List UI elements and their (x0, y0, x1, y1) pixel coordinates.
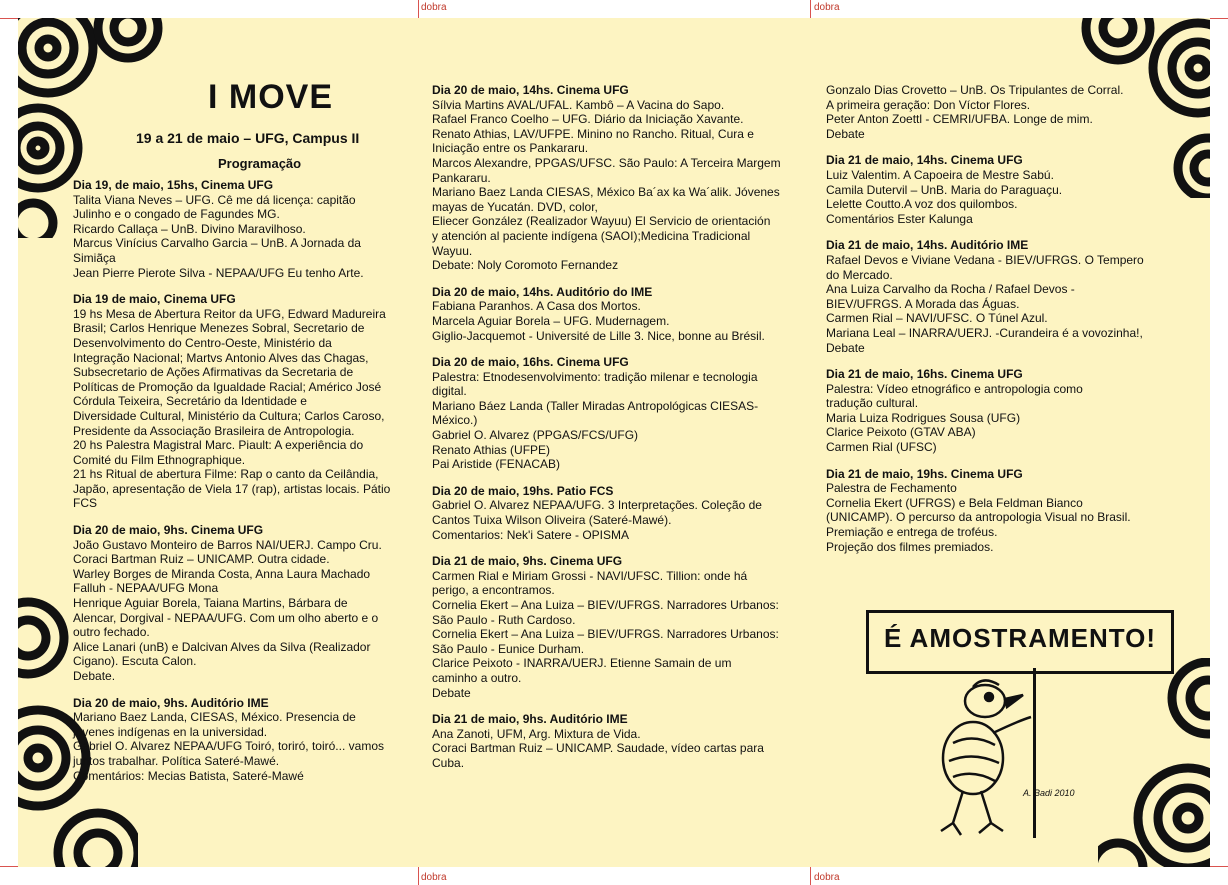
schedule-line: Clarice Peixoto - INARRA/UERJ. Etienne Samain de um (432, 656, 732, 671)
schedule-block (826, 83, 1166, 141)
schedule-line: Comentários Ester Kalunga (826, 211, 973, 226)
schedule-line: 19 hs Mesa de Abertura Reitor da UFG, Edward Madureira (73, 306, 386, 321)
fold-line-top-right (810, 0, 811, 18)
fold-line-bottom-left (418, 867, 419, 885)
schedule-line: Debate. (73, 669, 116, 683)
schedule-heading: Dia 20 de maio, 9hs. Auditório IME (73, 695, 269, 710)
crop-mark (0, 18, 18, 19)
schedule-line: (UNICAMP). O percurso da antropologia Visual no Brasil. (826, 510, 1131, 525)
schedule-line: Coraci Bartman Ruiz – UNICAMP. Saudade, vídeo cartas para (432, 741, 764, 756)
schedule-line: Pai Aristide (FENACAB) (432, 457, 561, 472)
schedule-line: Alice Lanari (unB) e Dalcivan Alves da Silva (Realizador (73, 639, 371, 654)
schedule-line: Premiação e entrega de troféus. (826, 525, 998, 540)
schedule-line: Comité du Film Ethnographique. (73, 452, 246, 467)
schedule-block (432, 355, 812, 472)
schedule-block (432, 554, 812, 700)
schedule-line: Carmen Rial – NAVI/UFSC. O Túnel Azul. (826, 311, 1048, 326)
schedule-line: Mariano Báez Landa (Taller Miradas Antropológicas CIESAS- (432, 398, 759, 413)
schedule-line: Cornelia Ekert (UFRGS) e Bela Feldman Bianco (826, 495, 1083, 510)
schedule-heading: Dia 21 de maio, 14hs. Cinema UFG (826, 153, 1023, 168)
schedule-line: Lelette Coutto.A voz dos quilombos. (826, 197, 1018, 212)
schedule-block (432, 712, 812, 770)
schedule-line: Warley Borges de Miranda Costa, Anna Laura Machado (73, 566, 371, 581)
schedule-line: São Paulo - Ruth Cardoso. (432, 612, 576, 627)
schedule-heading: Dia 20 de maio, 19hs. Patio FCS (432, 483, 614, 498)
schedule-line: BIEV/UFRGS. A Morada das Águas. (826, 296, 1020, 311)
schedule-line: Iniciação entre os Pankararu. (432, 141, 589, 156)
schedule-line: Renato Athias, LAV/UFPE. Minino no Rancho. Ritual, Cura e (432, 126, 754, 141)
schedule-heading: Dia 21 de maio, 14hs. Auditório IME (826, 238, 1029, 253)
fold-label: dobra (421, 872, 447, 883)
swirl-ornament-bottom-right (1098, 658, 1210, 867)
section-title: Programação (218, 156, 302, 171)
schedule-line: Cornelia Ekert – Ana Luiza – BIEV/UFRGS. Narradores Urbanos: (432, 627, 779, 642)
schedule-line: Cigano). Escuta Calon. (73, 654, 197, 669)
schedule-line: Carmen Rial e Miriam Grossi - NAVI/UFSC. Tillion: onde há (432, 568, 748, 583)
schedule-line: Políticas de Promoção da Igualdade Racial; Américo José (73, 379, 382, 394)
schedule-heading: Dia 21 de maio, 9hs. Auditório IME (432, 712, 628, 727)
schedule-block (73, 696, 418, 784)
page-title: I MOVE (208, 78, 334, 116)
schedule-line: outro fechado. (73, 625, 150, 640)
schedule-block (826, 153, 1166, 226)
schedule-line: Ricardo Callaça – UnB. Divino Maravilhoso. (73, 221, 306, 236)
artist-signature: A. Badi 2010 (1023, 788, 1075, 798)
schedule-line: Gabriel O. Alvarez (PPGAS/FCS/UFG) (432, 428, 639, 443)
schedule-line: Marcela Aguiar Borela – UFG. Mudernagem. (432, 313, 670, 328)
schedule-line: Marcos Alexandre, PPGAS/UFSC. São Paulo: A Terceira Margem (432, 155, 781, 170)
schedule-line: Jean Pierre Pierote Silva - NEPAA/UFG Eu tenho Arte. (73, 265, 364, 280)
fold-label: dobra (814, 2, 840, 13)
program-column-2 (432, 83, 812, 783)
schedule-line: Comentários: Mecias Batista, Sateré-Mawé (73, 768, 304, 783)
crop-mark (1210, 866, 1228, 867)
schedule-line: caminho a outro. (432, 670, 522, 685)
schedule-block (73, 292, 418, 511)
schedule-block (432, 285, 812, 343)
schedule-block (432, 484, 812, 542)
schedule-block (73, 178, 418, 280)
schedule-block (826, 367, 1166, 455)
schedule-line: Presidente da Associação Brasileira de Antropologia. (73, 423, 355, 438)
schedule-line: Falluh - NEPAA/UFG Mona (73, 581, 219, 596)
schedule-line: Gonzalo Dias Crovetto – UnB. Os Tripulantes de Corral. (826, 83, 1124, 97)
fold-label: dobra (421, 2, 447, 13)
event-dates: 19 a 21 de maio – UFG, Campus II (136, 130, 360, 146)
schedule-line: Renato Athias (UFPE) (432, 442, 551, 457)
schedule-block (826, 467, 1166, 555)
schedule-line: Ana Zanoti, UFM, Arg. Mixtura de Vida. (432, 726, 641, 741)
schedule-line: Alencar, Dorgival - NEPAA/UFG. Com um olho aberto e o (73, 610, 379, 625)
schedule-block (826, 238, 1166, 355)
schedule-line: Gabriel O. Alvarez NEPAA/UFG Toiró, toriró, toiró... vamos (73, 739, 384, 754)
schedule-line: mayas de Yucatán. DVD, color, (432, 199, 598, 214)
schedule-line: Clarice Peixoto (GTAV ABA) (826, 425, 976, 440)
schedule-heading: Dia 19 de maio, Cinema UFG (73, 292, 236, 307)
schedule-line: Japão, apresentação de Viela 17 (rap), artistas locais. Pátio (73, 481, 391, 496)
bird-illustration (923, 673, 1063, 843)
schedule-line: Brasil; Carlos Henrique Menezes Sobral, Secretario de (73, 321, 365, 336)
schedule-line: Luiz Valentim. A Capoeira de Mestre Sabú. (826, 167, 1054, 182)
schedule-line: Comentarios: Nek'i Satere - OPISMA (432, 527, 630, 542)
schedule-line: Projeção dos filmes premiados. (826, 539, 994, 554)
schedule-block (432, 83, 812, 273)
schedule-line: Cantos Tuixa Wilson Oliveira (Sateré-Mawé). (432, 513, 672, 528)
schedule-line: Palestra de Fechamento (826, 481, 957, 496)
schedule-line: Eliecer González (Realizador Wayuu) El Servicio de orientación (432, 214, 771, 229)
schedule-line: tradução cultural. (826, 396, 919, 411)
schedule-line: Rafael Franco Coelho – UFG. Diário da Iniciação Xavante. (432, 112, 744, 127)
schedule-line: Debate (432, 685, 471, 700)
schedule-heading: Dia 19, de maio, 15hs, Cinema UFG (73, 178, 274, 192)
schedule-block (73, 523, 418, 684)
schedule-line: Carmen Rial (UFSC) (826, 440, 937, 455)
schedule-line: Fabiana Paranhos. A Casa dos Mortos. (432, 299, 641, 314)
schedule-line: Subsecretario de Ações Afirmativas da Secretaria de (73, 365, 354, 380)
schedule-line: FCS (73, 496, 97, 511)
schedule-line: Mariano Baez Landa, CIESAS, México. Presencia de (73, 710, 356, 725)
banner-text: É AMOSTRAMENTO! (883, 623, 1157, 653)
schedule-line: y atención al paciente indígena (SAOI);Medicina Tradicional (432, 228, 751, 243)
schedule-line: São Paulo - Eunice Durham. (432, 641, 585, 656)
schedule-line: Rafael Devos e Viviane Vedana - BIEV/UFRGS. O Tempero (826, 252, 1144, 267)
schedule-line: juntos trabalhar. Política Sateré-Mawé. (73, 753, 280, 768)
fold-label: dobra (814, 872, 840, 883)
schedule-line: Talita Viana Neves – UFG. Cê me dá licença: capitão (73, 192, 356, 207)
crop-mark (1210, 18, 1228, 19)
crop-mark (0, 866, 18, 867)
schedule-line: Gabriel O. Alvarez NEPAA/UFG. 3 Interpretações. Coleção de (432, 498, 762, 513)
schedule-line: Cuba. (432, 755, 465, 770)
program-column-3 (826, 83, 1166, 566)
schedule-heading: Dia 20 de maio, 14hs. Auditório do IME (432, 284, 653, 299)
schedule-heading: Dia 21 de maio, 19hs. Cinema UFG (826, 466, 1023, 481)
schedule-line: Camila Dutervil – UnB. Maria do Paraguaçu. (826, 182, 1063, 197)
schedule-line: A primeira geração: Don Víctor Flores. (826, 97, 1031, 112)
program-panel (18, 18, 1210, 867)
schedule-line: 21 hs Ritual de abertura Filme: Rap o canto da Ceilândia, (73, 467, 379, 482)
schedule-line: Simiãça (73, 250, 116, 265)
protest-banner (866, 610, 1174, 674)
schedule-line: 20 hs Palestra Magistral Marc. Piault: A experiência do (73, 438, 364, 453)
schedule-line: Mariano Baez Landa CIESAS, México Ba´ax ka Wa´alik. Jóvenes (432, 185, 780, 200)
schedule-line: digital. (432, 384, 467, 399)
schedule-line: perigo, a encontramos. (432, 583, 555, 598)
schedule-heading: Dia 20 de maio, 9hs. Cinema UFG (73, 523, 264, 538)
schedule-line: Wayuu. (432, 243, 473, 258)
schedule-line: Ana Luiza Carvalho da Rocha / Rafael Devos - (826, 282, 1075, 297)
schedule-line: Cornelia Ekert – Ana Luiza – BIEV/UFRGS. Narradores Urbanos: (432, 598, 779, 612)
schedule-line: Peter Anton Zoettl - CEMRI/UFBA. Longe de mim. (826, 112, 1093, 127)
schedule-line: jóvenes indígenas en la universidad. (73, 724, 268, 739)
schedule-heading: Dia 20 de maio, 14hs. Cinema UFG (432, 83, 629, 97)
schedule-line: Palestra: Etnodesenvolvimento: tradição milenar e tecnologia (432, 369, 758, 384)
schedule-line: Palestra: Vídeo etnográfico e antropologia como (826, 381, 1083, 396)
schedule-line: Julinho e o congado de Fagundes MG. (73, 207, 280, 222)
schedule-line: Desenvolvimento do Centro-Oeste, Ministério da (73, 335, 332, 350)
schedule-line: Debate: Noly Coromoto Fernandez (432, 258, 619, 273)
schedule-line: Maria Luiza Rodrigues Sousa (UFG) (826, 410, 1021, 425)
schedule-line: do Mercado. (826, 267, 893, 282)
schedule-line: Debate (826, 340, 865, 355)
schedule-line: Diversidade Cultural, Ministério da Cultura; Carlos Caroso, (73, 408, 385, 423)
fold-line-bottom-right (810, 867, 811, 885)
schedule-line: Sílvia Martins AVAL/UFAL. Kambô – A Vacina do Sapo. (432, 97, 725, 112)
schedule-line: México.) (432, 413, 478, 428)
schedule-line: Córdula Teixeira, Secretário da Identidade e (73, 394, 307, 409)
fold-line-top-left (418, 0, 419, 18)
schedule-line: Marcus Vinícius Carvalho Garcia – UnB. A Jornada da (73, 236, 361, 251)
schedule-line: Pankararu. (432, 170, 491, 185)
schedule-heading: Dia 20 de maio, 16hs. Cinema UFG (432, 355, 629, 370)
schedule-line: João Gustavo Monteiro de Barros NAI/UERJ. Campo Cru. (73, 537, 382, 552)
schedule-line: Integração Nacional; Martvs Antonio Alves das Chagas, (73, 350, 369, 365)
schedule-heading: Dia 21 de maio, 16hs. Cinema UFG (826, 367, 1023, 382)
schedule-line: Coraci Bartman Ruiz – UNICAMP. Outra cidade. (73, 552, 330, 567)
schedule-line: Henrique Aguiar Borela, Taiana Martins, Bárbara de (73, 596, 348, 611)
schedule-line: Debate (826, 126, 865, 141)
program-column-1 (73, 178, 418, 795)
schedule-heading: Dia 21 de maio, 9hs. Cinema UFG (432, 554, 623, 569)
schedule-line: Giglio-Jacquemot - Université de Lille 3. Nice, bonne au Brésil. (432, 328, 765, 343)
schedule-line: Mariana Leal – INARRA/UERJ. -Curandeira é a vovozinha!, (826, 325, 1143, 340)
